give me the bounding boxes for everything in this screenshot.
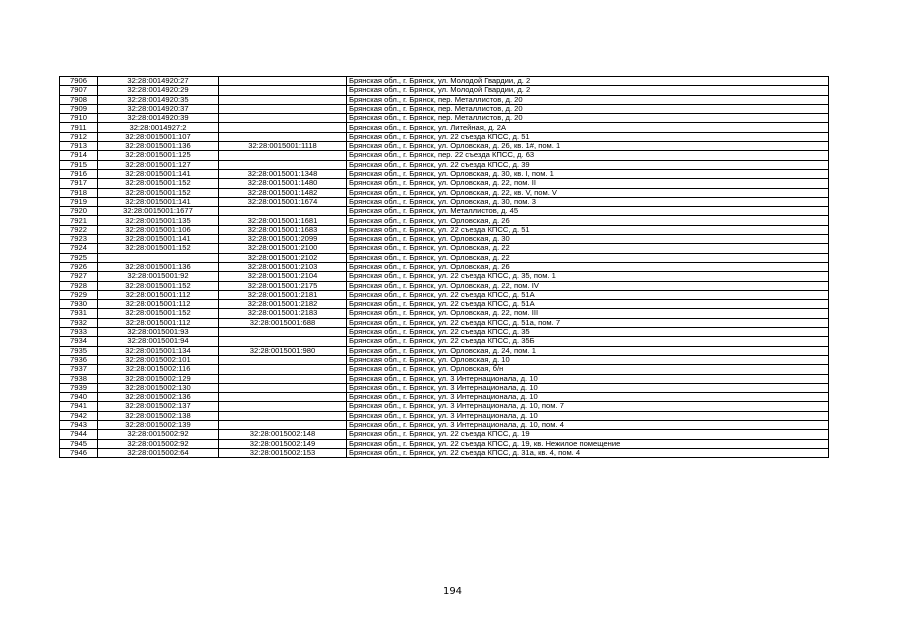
premises-cadastral-number-cell xyxy=(219,374,347,383)
cadastral-number-cell: 32:28:0015001:127 xyxy=(98,160,219,169)
table-row xyxy=(60,77,829,86)
address-cell: Брянская обл., г. Брянск, ул. Орловская, д. 30 xyxy=(347,235,829,244)
premises-cadastral-number-cell xyxy=(219,355,347,364)
address-cell: Брянская обл., г. Брянск, ул. 22 съезда КПСС, д. 35, пом. 1 xyxy=(347,272,829,281)
registry-table-body xyxy=(60,77,829,458)
table-row xyxy=(60,402,829,411)
address-cell: Брянская обл., г. Брянск, ул. Орловская, д. 22, пом. IV xyxy=(347,281,829,290)
address-cell: Брянская обл., г. Брянск, ул. 22 съезда КПСС, д. 19 xyxy=(347,430,829,439)
cadastral-number-cell: 32:28:0015001:141 xyxy=(98,169,219,178)
cadastral-number-cell: 32:28:0015001:92 xyxy=(98,272,219,281)
row-number-cell: 7916 xyxy=(60,169,98,178)
address-cell: Брянская обл., г. Брянск, ул. Орловская, д. 10 xyxy=(347,355,829,364)
address-cell: Брянская обл., г. Брянск, ул. 3 Интернационала, д. 10, пом. 4 xyxy=(347,420,829,429)
cadastral-number-cell: 32:28:0015002:139 xyxy=(98,420,219,429)
table-row xyxy=(60,104,829,113)
table-row xyxy=(60,216,829,225)
address-cell: Брянская обл., г. Брянск, ул. 3 Интернационала, д. 10 xyxy=(347,374,829,383)
cadastral-number-cell: 32:28:0015001:125 xyxy=(98,151,219,160)
registry-table xyxy=(59,76,829,458)
row-number-cell: 7945 xyxy=(60,439,98,448)
premises-cadastral-number-cell: 32:28:0015001:2102 xyxy=(219,253,347,262)
table-row xyxy=(60,142,829,151)
row-number-cell: 7912 xyxy=(60,132,98,141)
address-cell: Брянская обл., г. Брянск, ул. 22 съезда КПСС, д. 19, кв. Нежилое помещение xyxy=(347,439,829,448)
address-cell: Брянская обл., г. Брянск, ул. Орловская, д. 30, пом. 3 xyxy=(347,197,829,206)
address-cell: Брянская обл., г. Брянск, ул. 22 съезда КПСС, д. 31а, кв. 4, пом. 4 xyxy=(347,448,829,457)
row-number-cell: 7935 xyxy=(60,346,98,355)
row-number-cell: 7938 xyxy=(60,374,98,383)
premises-cadastral-number-cell: 32:28:0015001:1674 xyxy=(219,197,347,206)
table-row xyxy=(60,448,829,457)
table-row xyxy=(60,309,829,318)
premises-cadastral-number-cell: 32:28:0015001:2175 xyxy=(219,281,347,290)
address-cell: Брянская обл., г. Брянск, ул. 3 Интернационала, д. 10 xyxy=(347,383,829,392)
premises-cadastral-number-cell: 32:28:0015001:1482 xyxy=(219,188,347,197)
address-cell: Брянская обл., г. Брянск, ул. Орловская, д. 30, кв. I, пом. 1 xyxy=(347,169,829,178)
row-number-cell: 7942 xyxy=(60,411,98,420)
address-cell: Брянская обл., г. Брянск, ул. Орловская, д. 22 xyxy=(347,253,829,262)
row-number-cell: 7941 xyxy=(60,402,98,411)
row-number-cell: 7915 xyxy=(60,160,98,169)
cadastral-number-cell: 32:28:0015001:152 xyxy=(98,179,219,188)
address-cell: Брянская обл., г. Брянск, ул. Молодой Гвардии, д. 2 xyxy=(347,86,829,95)
address-cell: Брянская обл., г. Брянск, ул. 22 съезда КПСС, д. 39 xyxy=(347,160,829,169)
row-number-cell: 7932 xyxy=(60,318,98,327)
premises-cadastral-number-cell: 32:28:0015001:2100 xyxy=(219,244,347,253)
row-number-cell: 7909 xyxy=(60,104,98,113)
row-number-cell: 7919 xyxy=(60,197,98,206)
table-row xyxy=(60,262,829,271)
table-row xyxy=(60,374,829,383)
address-cell: Брянская обл., г. Брянск, пер. 22 съезда КПСС, д. 63 xyxy=(347,151,829,160)
cadastral-number-cell: 32:28:0015001:112 xyxy=(98,290,219,299)
cadastral-number-cell: 32:28:0014927:2 xyxy=(98,123,219,132)
address-cell: Брянская обл., г. Брянск, ул. 22 съезда КПСС, д. 51А xyxy=(347,290,829,299)
address-cell: Брянская обл., г. Брянск, ул. 22 съезда КПСС, д. 35 xyxy=(347,328,829,337)
cadastral-number-cell: 32:28:0015001:112 xyxy=(98,318,219,327)
cadastral-number-cell: 32:28:0015002:64 xyxy=(98,448,219,457)
row-number-cell: 7907 xyxy=(60,86,98,95)
table-row xyxy=(60,430,829,439)
address-cell: Брянская обл., г. Брянск, ул. Орловская, д. 26 xyxy=(347,262,829,271)
row-number-cell: 7940 xyxy=(60,393,98,402)
row-number-cell: 7936 xyxy=(60,355,98,364)
table-row xyxy=(60,188,829,197)
cadastral-number-cell: 32:28:0015001:141 xyxy=(98,235,219,244)
row-number-cell: 7930 xyxy=(60,300,98,309)
table-row xyxy=(60,318,829,327)
premises-cadastral-number-cell xyxy=(219,383,347,392)
premises-cadastral-number-cell xyxy=(219,328,347,337)
row-number-cell: 7931 xyxy=(60,309,98,318)
address-cell: Брянская обл., г. Брянск, ул. Литейная, д. 2А xyxy=(347,123,829,132)
cadastral-number-cell: 32:28:0015002:92 xyxy=(98,439,219,448)
address-cell: Брянская обл., г. Брянск, пер. Металлистов, д. 20 xyxy=(347,95,829,104)
address-cell: Брянская обл., г. Брянск, ул. Орловская, д. 22, кв. V, пом. V xyxy=(347,188,829,197)
address-cell: Брянская обл., г. Брянск, ул. 3 Интернационала, д. 10, пом. 7 xyxy=(347,402,829,411)
table-row xyxy=(60,95,829,104)
address-cell: Брянская обл., г. Брянск, ул. 22 съезда КПСС, д. 51а, пом. 7 xyxy=(347,318,829,327)
cadastral-number-cell: 32:28:0015001:152 xyxy=(98,309,219,318)
cadastral-number-cell: 32:28:0014920:35 xyxy=(98,95,219,104)
cadastral-number-cell: 32:28:0015002:137 xyxy=(98,402,219,411)
premises-cadastral-number-cell xyxy=(219,402,347,411)
premises-cadastral-number-cell xyxy=(219,420,347,429)
cadastral-number-cell: 32:28:0015001:106 xyxy=(98,225,219,234)
address-cell: Брянская обл., г. Брянск, ул. 22 съезда КПСС, д. 51 xyxy=(347,225,829,234)
cadastral-number-cell: 32:28:0015001:1677 xyxy=(98,207,219,216)
premises-cadastral-number-cell: 32:28:0015001:2183 xyxy=(219,309,347,318)
table-row xyxy=(60,383,829,392)
premises-cadastral-number-cell: 32:28:0015001:1480 xyxy=(219,179,347,188)
table-row xyxy=(60,272,829,281)
address-cell: Брянская обл., г. Брянск, ул. Орловская, д. 26 xyxy=(347,216,829,225)
table-row xyxy=(60,169,829,178)
table-row xyxy=(60,300,829,309)
premises-cadastral-number-cell xyxy=(219,114,347,123)
address-cell: Брянская обл., г. Брянск, ул. Орловская, д. 22 xyxy=(347,244,829,253)
table-row xyxy=(60,365,829,374)
table-row xyxy=(60,281,829,290)
cadastral-number-cell: 32:28:0015002:136 xyxy=(98,393,219,402)
cadastral-number-cell: 32:28:0015002:116 xyxy=(98,365,219,374)
row-number-cell: 7911 xyxy=(60,123,98,132)
address-cell: Брянская обл., г. Брянск, ул. Орловская, д. 26, кв. 1#, пом. 1 xyxy=(347,142,829,151)
address-cell: Брянская обл., г. Брянск, пер. Металлистов, д. 20 xyxy=(347,114,829,123)
table-row xyxy=(60,225,829,234)
row-number-cell: 7917 xyxy=(60,179,98,188)
table-row xyxy=(60,393,829,402)
row-number-cell: 7937 xyxy=(60,365,98,374)
address-cell: Брянская обл., г. Брянск, ул. Металлистов, д. 45 xyxy=(347,207,829,216)
premises-cadastral-number-cell: 32:28:0015002:148 xyxy=(219,430,347,439)
cadastral-number-cell: 32:28:0015001:112 xyxy=(98,300,219,309)
premises-cadastral-number-cell: 32:28:0015001:688 xyxy=(219,318,347,327)
table-row xyxy=(60,253,829,262)
table-row xyxy=(60,123,829,132)
address-cell: Брянская обл., г. Брянск, ул. Орловская, д. 24, пом. 1 xyxy=(347,346,829,355)
table-row xyxy=(60,235,829,244)
table-row xyxy=(60,160,829,169)
row-number-cell: 7925 xyxy=(60,253,98,262)
row-number-cell: 7918 xyxy=(60,188,98,197)
premises-cadastral-number-cell xyxy=(219,337,347,346)
table-row xyxy=(60,114,829,123)
table-row xyxy=(60,411,829,420)
premises-cadastral-number-cell: 32:28:0015001:1681 xyxy=(219,216,347,225)
address-cell: Брянская обл., г. Брянск, пер. Металлистов, д. 20 xyxy=(347,104,829,113)
cadastral-number-cell: 32:28:0015001:135 xyxy=(98,216,219,225)
cadastral-number-cell: 32:28:0015001:136 xyxy=(98,262,219,271)
cadastral-number-cell: 32:28:0015001:107 xyxy=(98,132,219,141)
premises-cadastral-number-cell xyxy=(219,411,347,420)
premises-cadastral-number-cell: 32:28:0015002:153 xyxy=(219,448,347,457)
address-cell: Брянская обл., г. Брянск, ул. 22 съезда КПСС, д. 35Б xyxy=(347,337,829,346)
premises-cadastral-number-cell xyxy=(219,86,347,95)
row-number-cell: 7927 xyxy=(60,272,98,281)
address-cell: Брянская обл., г. Брянск, ул. 3 Интернационала, д. 10 xyxy=(347,393,829,402)
premises-cadastral-number-cell: 32:28:0015001:2103 xyxy=(219,262,347,271)
row-number-cell: 7914 xyxy=(60,151,98,160)
cadastral-number-cell: 32:28:0015001:141 xyxy=(98,197,219,206)
row-number-cell: 7943 xyxy=(60,420,98,429)
cadastral-number-cell: 32:28:0015001:136 xyxy=(98,142,219,151)
address-cell: Брянская обл., г. Брянск, ул. 3 Интернационала, д. 10 xyxy=(347,411,829,420)
table-row xyxy=(60,179,829,188)
row-number-cell: 7929 xyxy=(60,290,98,299)
premises-cadastral-number-cell: 32:28:0015001:2182 xyxy=(219,300,347,309)
table-row xyxy=(60,132,829,141)
row-number-cell: 7921 xyxy=(60,216,98,225)
cadastral-number-cell: 32:28:0015002:129 xyxy=(98,374,219,383)
cadastral-number-cell: 32:28:0015002:130 xyxy=(98,383,219,392)
cadastral-number-cell: 32:28:0014920:29 xyxy=(98,86,219,95)
cadastral-number-cell: 32:28:0015001:152 xyxy=(98,281,219,290)
cadastral-number-cell: 32:28:0014920:27 xyxy=(98,77,219,86)
table-row xyxy=(60,86,829,95)
cadastral-number-cell: 32:28:0015002:92 xyxy=(98,430,219,439)
row-number-cell: 7920 xyxy=(60,207,98,216)
premises-cadastral-number-cell xyxy=(219,95,347,104)
address-cell: Брянская обл., г. Брянск, ул. Орловская, б/н xyxy=(347,365,829,374)
premises-cadastral-number-cell xyxy=(219,207,347,216)
row-number-cell: 7939 xyxy=(60,383,98,392)
table-row xyxy=(60,337,829,346)
premises-cadastral-number-cell xyxy=(219,132,347,141)
row-number-cell: 7910 xyxy=(60,114,98,123)
cadastral-number-cell: 32:28:0015001:152 xyxy=(98,244,219,253)
table-row xyxy=(60,439,829,448)
row-number-cell: 7926 xyxy=(60,262,98,271)
address-cell: Брянская обл., г. Брянск, ул. Орловская, д. 22, пом. II xyxy=(347,179,829,188)
cadastral-number-cell: 32:28:0014920:39 xyxy=(98,114,219,123)
address-cell: Брянская обл., г. Брянск, ул. Орловская, д. 22, пом. III xyxy=(347,309,829,318)
row-number-cell: 7933 xyxy=(60,328,98,337)
table-row xyxy=(60,420,829,429)
cadastral-number-cell: 32:28:0015001:134 xyxy=(98,346,219,355)
row-number-cell: 7906 xyxy=(60,77,98,86)
premises-cadastral-number-cell xyxy=(219,104,347,113)
row-number-cell: 7928 xyxy=(60,281,98,290)
table-row xyxy=(60,197,829,206)
cadastral-number-cell: 32:28:0014920:37 xyxy=(98,104,219,113)
premises-cadastral-number-cell xyxy=(219,151,347,160)
premises-cadastral-number-cell: 32:28:0015001:2099 xyxy=(219,235,347,244)
table-row xyxy=(60,346,829,355)
address-cell: Брянская обл., г. Брянск, ул. 22 съезда КПСС, д. 51 xyxy=(347,132,829,141)
cadastral-number-cell: 32:28:0015002:138 xyxy=(98,411,219,420)
premises-cadastral-number-cell: 32:28:0015002:149 xyxy=(219,439,347,448)
premises-cadastral-number-cell: 32:28:0015001:1348 xyxy=(219,169,347,178)
table-row xyxy=(60,151,829,160)
page-number: 194 xyxy=(442,586,463,597)
row-number-cell: 7944 xyxy=(60,430,98,439)
cadastral-number-cell: 32:28:0015001:152 xyxy=(98,188,219,197)
cadastral-number-cell xyxy=(98,253,219,262)
premises-cadastral-number-cell: 32:28:0015001:980 xyxy=(219,346,347,355)
table-row xyxy=(60,207,829,216)
premises-cadastral-number-cell: 32:28:0015001:2181 xyxy=(219,290,347,299)
row-number-cell: 7922 xyxy=(60,225,98,234)
premises-cadastral-number-cell xyxy=(219,393,347,402)
cadastral-number-cell: 32:28:0015002:101 xyxy=(98,355,219,364)
premises-cadastral-number-cell: 32:28:0015001:1683 xyxy=(219,225,347,234)
address-cell: Брянская обл., г. Брянск, ул. 22 съезда КПСС, д. 51А xyxy=(347,300,829,309)
premises-cadastral-number-cell: 32:28:0015001:1118 xyxy=(219,142,347,151)
table-row xyxy=(60,355,829,364)
row-number-cell: 7934 xyxy=(60,337,98,346)
row-number-cell: 7923 xyxy=(60,235,98,244)
premises-cadastral-number-cell xyxy=(219,160,347,169)
premises-cadastral-number-cell xyxy=(219,77,347,86)
cadastral-number-cell: 32:28:0015001:93 xyxy=(98,328,219,337)
cadastral-number-cell: 32:28:0015001:94 xyxy=(98,337,219,346)
address-cell: Брянская обл., г. Брянск, ул. Молодой Гвардии, д. 2 xyxy=(347,77,829,86)
premises-cadastral-number-cell xyxy=(219,365,347,374)
table-row xyxy=(60,290,829,299)
table-row xyxy=(60,244,829,253)
premises-cadastral-number-cell: 32:28:0015001:2104 xyxy=(219,272,347,281)
row-number-cell: 7913 xyxy=(60,142,98,151)
premises-cadastral-number-cell xyxy=(219,123,347,132)
row-number-cell: 7946 xyxy=(60,448,98,457)
row-number-cell: 7924 xyxy=(60,244,98,253)
table-row xyxy=(60,328,829,337)
row-number-cell: 7908 xyxy=(60,95,98,104)
